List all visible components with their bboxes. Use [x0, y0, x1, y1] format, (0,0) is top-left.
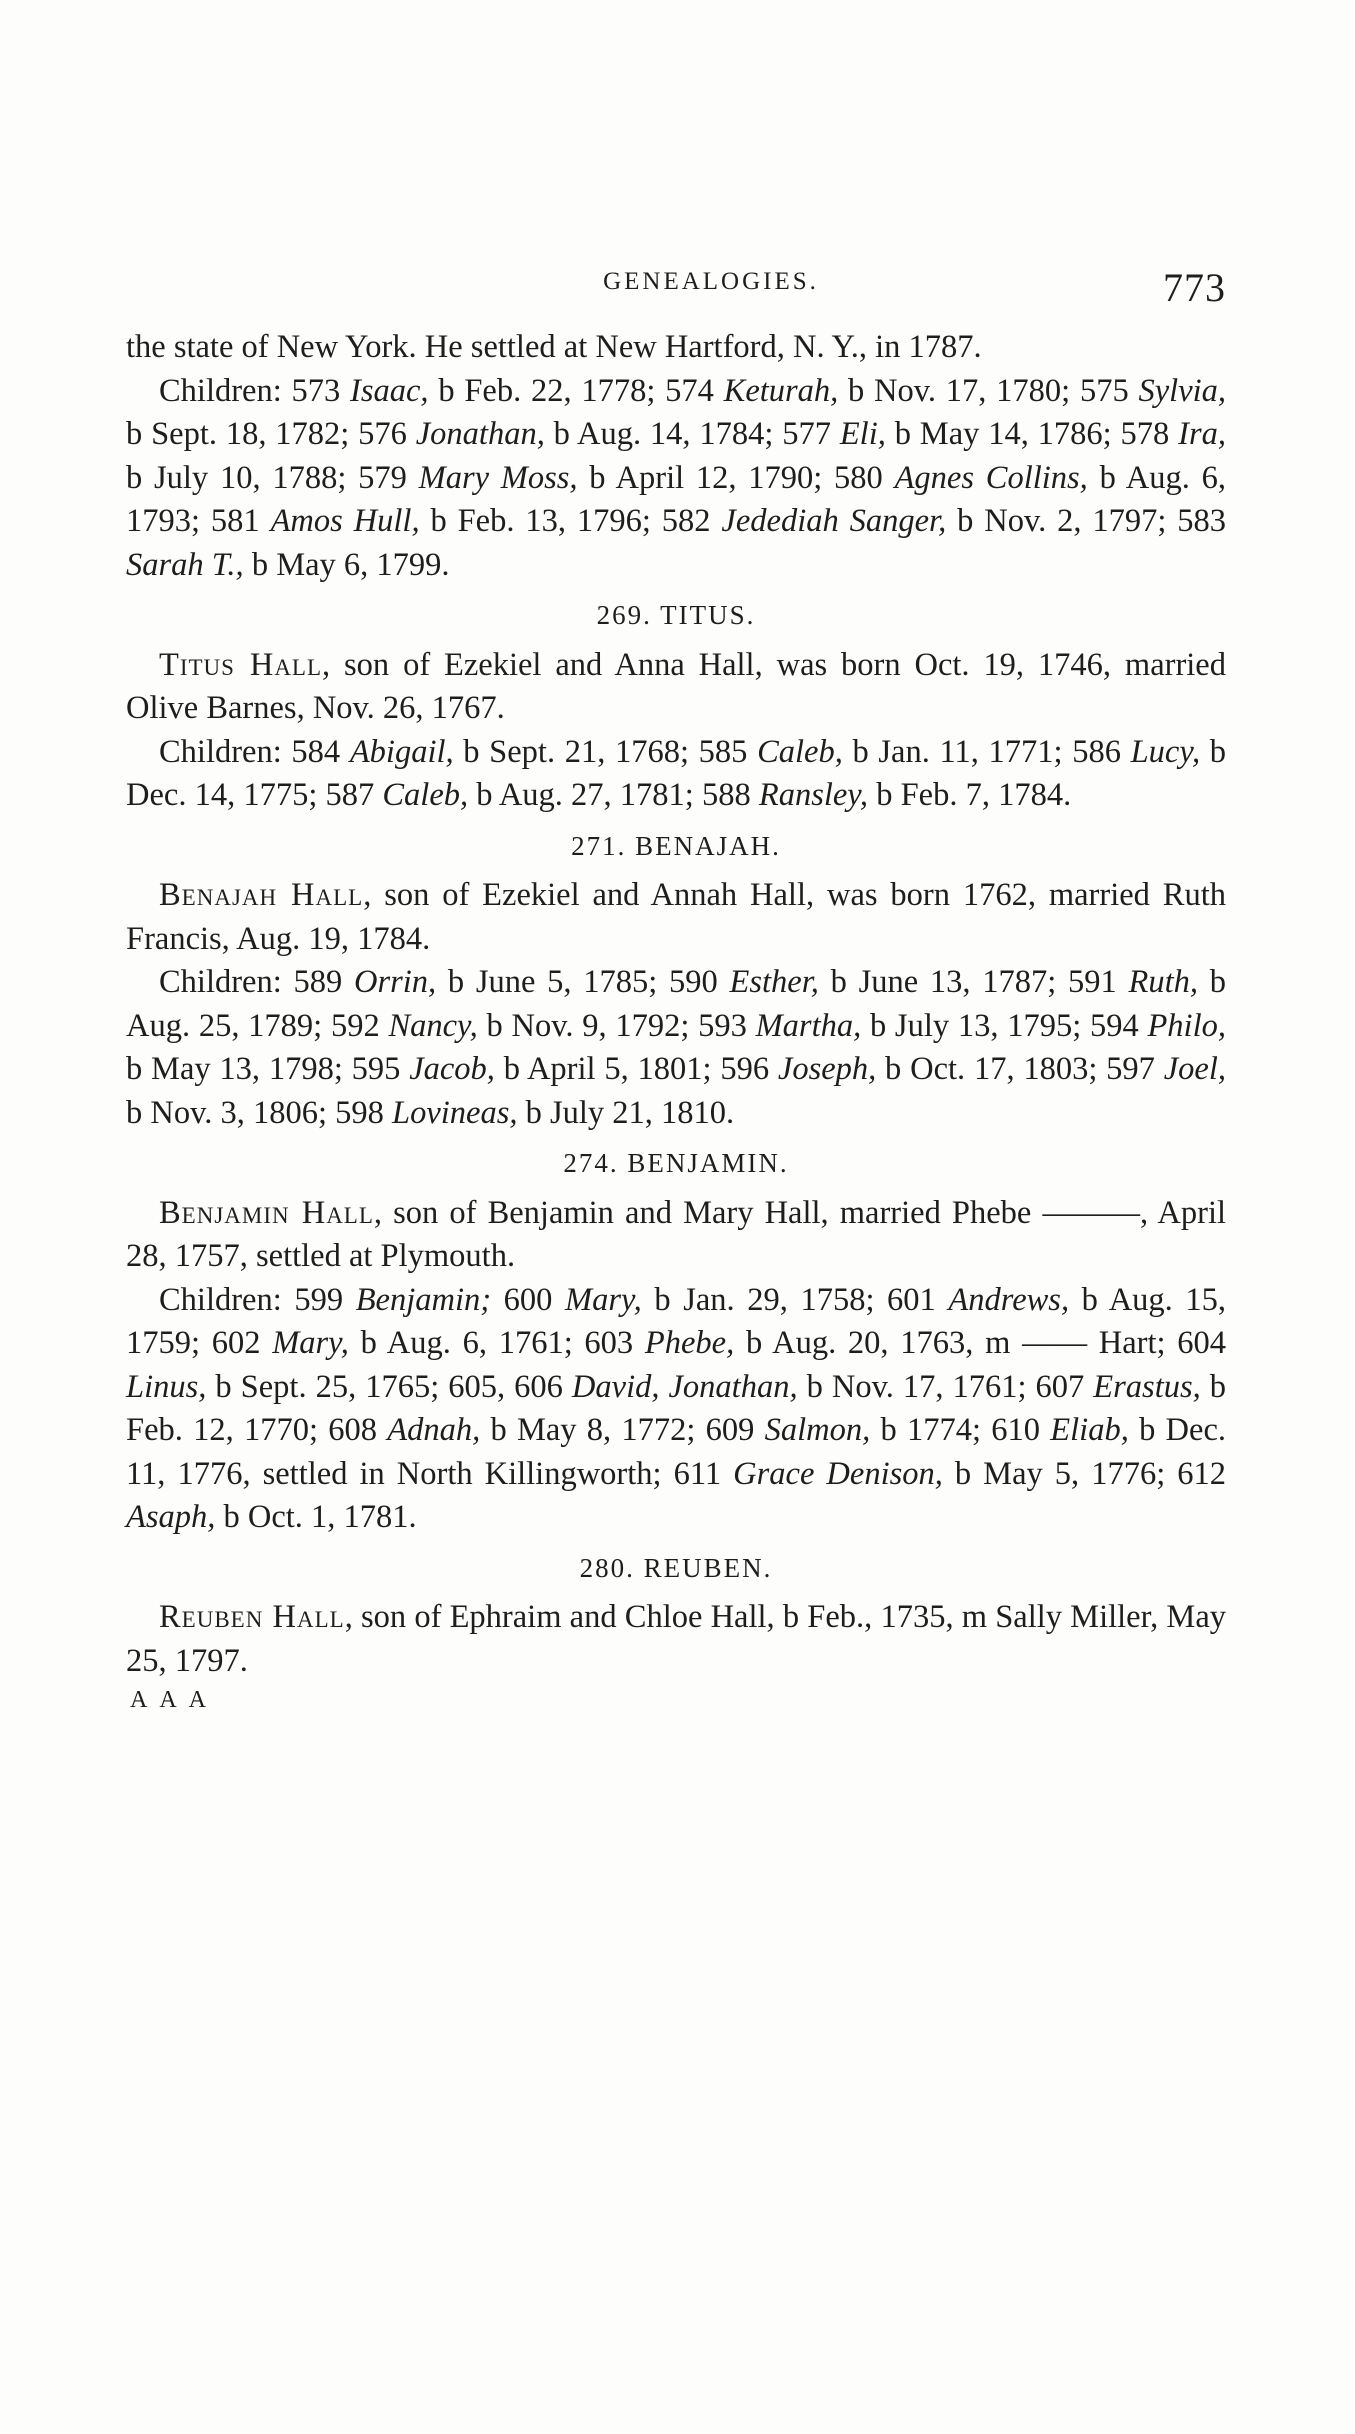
child-name: Agnes Collins, — [894, 459, 1088, 496]
text-run: b Aug. 15, 1759; 602 — [126, 1281, 1227, 1361]
text-run: b Jan. 29, 1758; 601 — [641, 1281, 949, 1318]
child-name: Amos Hull, — [270, 503, 420, 539]
text-run: b Nov. 17, 1780; 575 — [838, 372, 1139, 409]
text-run: b May 5, 1776; 612 — [942, 1455, 1226, 1492]
child-name: Philo, — [1147, 1007, 1226, 1044]
entry-titus-hall — [126, 644, 1226, 731]
text-run: b Feb. 13, 1796; 582 — [419, 503, 722, 539]
text-run: b June 5, 1785; 590 — [436, 964, 730, 1000]
text-run: b Feb. 7, 1784. — [868, 777, 1072, 813]
child-name: Jonathan, — [415, 416, 545, 452]
child-name: Keturah, — [723, 372, 839, 409]
text-run: 600 — [491, 1281, 566, 1318]
child-name: Mary, — [565, 1281, 642, 1318]
text-run: b Aug. 14, 1784; 577 — [544, 416, 840, 452]
text-run: b Jan. 11, 1771; 586 — [842, 733, 1131, 770]
text-run: b April 12, 1790; 580 — [577, 459, 895, 496]
child-name: Caleb, — [382, 777, 469, 813]
children-of-274 — [126, 1279, 1226, 1540]
text-run: b Aug. 25, 1789; 592 — [126, 964, 1226, 1044]
entry-benajah-hall — [126, 874, 1226, 961]
section-heading-271: 271. BENAJAH. — [571, 830, 781, 861]
child-name: Mary, — [272, 1325, 349, 1361]
section-heading-274: 274. BENJAMIN. — [563, 1148, 789, 1178]
child-name: Mary Moss, — [418, 459, 578, 496]
text-run: Children: 589 — [159, 964, 354, 1000]
child-name: Joseph, — [777, 1051, 877, 1087]
child-name: Lucy, — [1130, 733, 1201, 770]
text-run: b May 8, 1772; 609 — [480, 1412, 765, 1448]
page — [126, 265, 1227, 1714]
child-name: Ira, — [1178, 416, 1226, 452]
section-heading-280: 280. REUBEN. — [579, 1552, 773, 1583]
page-header — [126, 265, 1226, 326]
text-run: b June 13, 1787; 591 — [818, 964, 1129, 1000]
section-heading-269: 269. TITUS. — [596, 600, 756, 630]
child-name: Sylvia, — [1138, 372, 1227, 409]
child-name: Abigail, — [349, 733, 454, 770]
children-of-269 — [126, 731, 1226, 818]
child-name: Orrin, — [353, 964, 437, 1000]
signature-mark: AAA — [130, 1687, 218, 1713]
paragraph-continuation: the state of New York. He settled at New Hartford, N. Y., in 1787. — [126, 329, 982, 365]
child-name: Linus, — [126, 1368, 207, 1405]
text-run: Children: 584 — [159, 733, 350, 770]
child-name: Eliab, — [1050, 1412, 1129, 1448]
child-name: Lovineas, — [392, 1094, 518, 1131]
children-of-271 — [126, 961, 1226, 1135]
child-name: David, Jonathan, — [571, 1368, 798, 1405]
child-name: Caleb, — [757, 733, 843, 770]
text-run: b April 5, 1801; 596 — [494, 1051, 778, 1087]
text-run: b Oct. 1, 1781. — [215, 1499, 417, 1535]
entry-reuben-hall — [126, 1596, 1226, 1683]
child-name: Martha, — [755, 1007, 862, 1044]
child-name: Benjamin; — [355, 1281, 492, 1318]
text-run: b July 10, 1788; 579 — [126, 459, 419, 496]
child-name: Nancy, — [388, 1007, 478, 1044]
page-number: 773 — [1163, 265, 1226, 310]
child-name: Ruth, — [1128, 964, 1199, 1000]
text-run: , son of Ephraim and Chloe Hall, b Feb., 1735, m Sally Miller, May 25, 1797. — [126, 1599, 1226, 1679]
child-name: Esther, — [729, 964, 819, 1000]
text-run: b Nov. 2, 1797; 583 — [946, 503, 1227, 539]
text-run: b Dec. 11, 1776, settled in North Killingworth; 611 — [126, 1412, 1227, 1492]
text-run: b Nov. 9, 1792; 593 — [477, 1007, 756, 1044]
text-run: b May 14, 1786; 578 — [885, 416, 1179, 452]
text-run: b Sept. 25, 1765; 605, 606 — [206, 1368, 572, 1405]
running-head: GENEALOGIES. — [603, 268, 819, 295]
text-run: , son of Ezekiel and Anna Hall, was born Oct. 19, 1746, married Olive Barnes, Nov. 26, 1767. — [126, 646, 1226, 726]
child-name: Jacob, — [409, 1051, 495, 1087]
children-of-273 — [126, 370, 1226, 588]
text-run: b Feb. 12, 1770; 608 — [126, 1368, 1227, 1448]
text-run: Children: 599 — [159, 1281, 356, 1318]
text-run: b May 13, 1798; 595 — [126, 1051, 410, 1087]
child-name: Asaph, — [126, 1499, 216, 1535]
child-name: Jedediah Sanger, — [721, 503, 947, 539]
text-run: b Aug. 27, 1781; 588 — [468, 777, 759, 813]
child-name: Eli, — [839, 416, 886, 452]
text-run: , son of Ezekiel and Annah Hall, was born 1762, married Ruth Francis, Aug. 19, 1784. — [126, 877, 1226, 957]
text-run: b Aug. 6, 1761; 603 — [348, 1325, 645, 1361]
child-name: Grace Denison, — [733, 1455, 943, 1492]
child-name: Andrews, — [948, 1281, 1070, 1318]
text-run: b Sept. 21, 1768; 585 — [453, 733, 758, 770]
text-run: b July 21, 1810. — [517, 1094, 735, 1131]
entry-benjamin-hall — [126, 1192, 1226, 1279]
text-run: b Aug. 6, 1793; 581 — [126, 459, 1227, 539]
person-name: Titus Hall — [159, 646, 323, 683]
text-run: b Aug. 20, 1763, m —— Hart; 604 — [734, 1325, 1227, 1361]
child-name: Erastus, — [1093, 1368, 1201, 1405]
text-run: b May 6, 1799. — [243, 546, 450, 583]
child-name: Adnah, — [387, 1412, 481, 1448]
child-name: Sarah T., — [126, 546, 244, 583]
person-name: Benajah Hall — [159, 877, 364, 913]
child-name: Ransley, — [758, 777, 869, 813]
person-name: Benjamin Hall — [159, 1194, 374, 1231]
text-run: b Nov. 17, 1761; 607 — [797, 1368, 1094, 1405]
text-run: , son of Benjamin and Mary Hall, married Phebe ———, April 28, 1757, settled at Plymouth. — [126, 1194, 1226, 1274]
person-name: Reuben Hall — [159, 1599, 345, 1635]
text-run: b Dec. 14, 1775; 587 — [126, 733, 1227, 813]
child-name: Isaac, — [350, 372, 429, 409]
text-run: b Oct. 17, 1803; 597 — [876, 1051, 1164, 1087]
child-name: Joel, — [1163, 1051, 1226, 1087]
text-run: b Nov. 3, 1806; 598 — [126, 1094, 393, 1131]
child-name: Salmon, — [764, 1412, 871, 1448]
text-run: b Sept. 18, 1782; 576 — [126, 416, 416, 452]
text-run: b July 13, 1795; 594 — [861, 1007, 1148, 1044]
child-name: Phebe, — [644, 1325, 735, 1361]
text-run: b Feb. 22, 1778; 574 — [428, 372, 724, 409]
text-run: Children: 573 — [159, 372, 351, 409]
text-run: b 1774; 610 — [870, 1412, 1051, 1448]
